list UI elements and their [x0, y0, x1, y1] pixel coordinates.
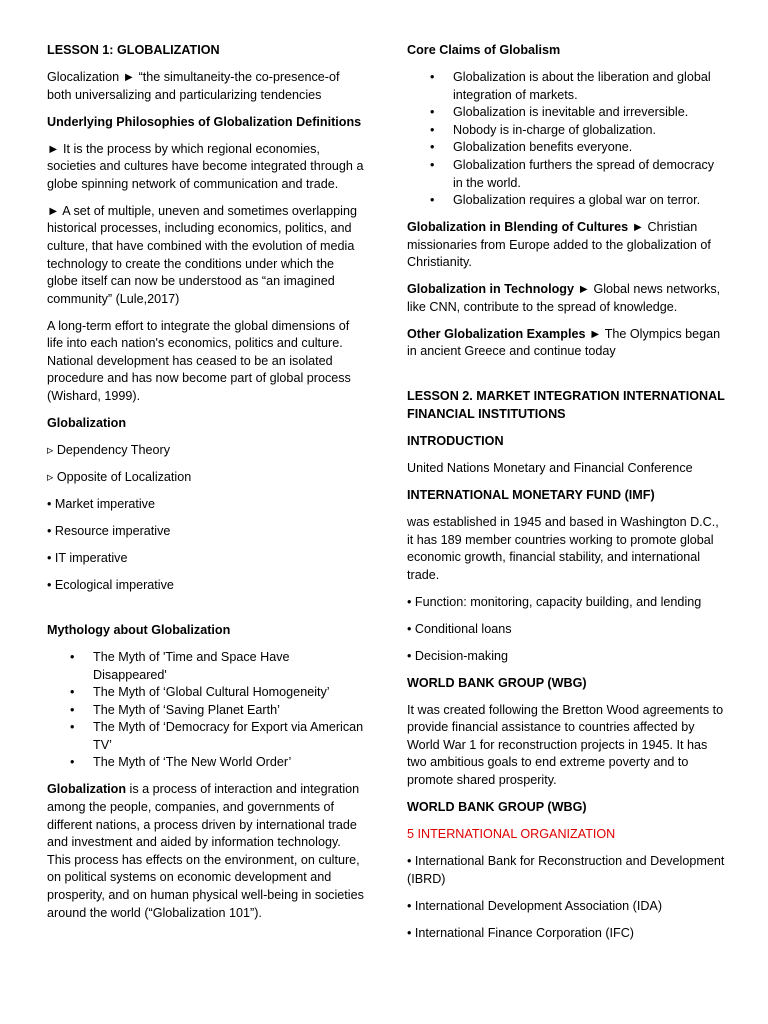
mythology-heading: Mythology about Globalization — [47, 622, 231, 637]
list-item: • Globalization is inevitable and irreversible. — [407, 104, 725, 122]
un-conference-text: United Nations Monetary and Financial Conference — [407, 461, 693, 476]
myth-list — [47, 649, 365, 772]
lesson2-title: LESSON 2. MARKET INTEGRATION INTERNATIONAL FINANCIAL INSTITUTIONS — [407, 389, 725, 422]
wbg-heading: WORLD BANK GROUP (WBG) — [407, 675, 587, 690]
globalization-item: • Market imperative — [47, 496, 155, 511]
definition-paragraph-1: ► It is the process by which regional economies, societies and cultures have become integrated through a globe spinning network of communication and trade. — [47, 141, 364, 191]
globalization-item: • IT imperative — [47, 550, 128, 565]
list-item: • Globalization is about the liberation and global integration of markets. — [407, 69, 725, 104]
other-examples-paragraph — [407, 326, 725, 361]
technology-text: ► Global news networks, like CNN, contribute to the spread of knowledge. — [407, 282, 721, 314]
other-examples-text: ► The Olympics began in ancient Greece and continue today — [407, 326, 721, 359]
technology-term: Globalization in Technology — [407, 282, 574, 297]
technology-paragraph — [407, 281, 725, 316]
lesson1-title: LESSON 1: GLOBALIZATION — [47, 43, 220, 57]
globalization-item: • Resource imperative — [47, 523, 171, 538]
list-item: • Globalization furthers the spread of democracy in the world. — [407, 157, 725, 192]
list-item: • The Myth of ‘Global Cultural Homogeneity’ — [47, 684, 365, 702]
imf-item: • Conditional loans — [407, 621, 512, 636]
blending-cultures-term: Globalization in Blending of Cultures — [407, 220, 629, 235]
organization-item: • International Bank for Reconstruction and Development (IBRD) — [407, 854, 725, 886]
globalization-definition-text: is a process of interaction and integration among the people, companies, and governments of different nations, a process driven by international trade and investment and aided by information technology. This process has effects on the environment, on culture, on political systems on economic development and prosperity, and on human physical well-being in societies around the world (“Globalization 101”). — [47, 782, 364, 920]
imf-item: • Function: monitoring, capacity building, and lending — [407, 594, 702, 609]
list-item: • The Myth of 'Time and Space Have Disappeared' — [47, 649, 365, 684]
list-item: • Nobody is in-charge of globalization. — [407, 122, 725, 140]
blending-cultures-paragraph — [407, 219, 725, 272]
core-claims-list — [407, 69, 725, 210]
globalization-heading: Globalization — [47, 416, 127, 431]
spacer — [407, 370, 725, 388]
wbg-heading-2: WORLD BANK GROUP (WBG) — [407, 800, 587, 815]
five-organizations-heading: 5 INTERNATIONAL ORGANIZATION — [407, 827, 616, 842]
imf-item: • Decision-making — [407, 648, 508, 663]
list-item: • The Myth of ‘Saving Planet Earth’ — [47, 702, 365, 720]
organization-item: • International Development Association (IDA) — [407, 898, 663, 913]
underlying-philosophies-heading: Underlying Philosophies of Globalization Definitions — [47, 114, 362, 129]
right-column — [407, 42, 725, 952]
globalization-item: ▹ Opposite of Localization — [47, 470, 192, 484]
long-term-effort-paragraph: A long-term effort to integrate the global dimensions of life into each nation's economics, politics and culture. National development has ceased to be an isolated procedure and has now become part of global process (Wishard, 1999). — [47, 318, 351, 404]
left-column — [47, 42, 365, 932]
list-item: • The Myth of ‘Democracy for Export via American TV’ — [47, 719, 365, 754]
imf-heading: INTERNATIONAL MONETARY FUND (IMF) — [407, 488, 655, 502]
spacer — [47, 604, 365, 622]
globalization-definition-paragraph — [47, 781, 365, 922]
definition-paragraph-2: ► A set of multiple, uneven and sometimes overlapping historical processes, including economics, politics, and culture, that have combined with the evolution of media technology to create the conditions under which the globe itself can now be understood as “an imagined community” (Lule,2017) — [47, 203, 357, 306]
glocalization-paragraph: Glocalization ► “the simultaneity-the co-presence-of both universalizing and particularizing tendencies — [47, 69, 340, 102]
globalization-item: • Ecological imperative — [47, 577, 174, 592]
list-item: • Globalization benefits everyone. — [407, 139, 725, 157]
imf-paragraph: was established in 1945 and based in Washington D.C., it has 189 member countries working to promote global economic growth, financial stability, and international trade. — [407, 514, 719, 582]
organization-item: • International Finance Corporation (IFC) — [407, 925, 635, 940]
list-item: • The Myth of ‘The New World Order’ — [47, 754, 365, 772]
blending-cultures-text: ► Christian missionaries from Europe added to the globalization of Christianity. — [407, 220, 711, 270]
wbg-paragraph: It was created following the Bretton Wood agreements to provide financial assistance to countries affected by World War 1 for reconstruction projects in 1945. It has two ambitious goals to end extreme poverty and to promote shared prosperity. — [407, 702, 724, 788]
core-claims-heading: Core Claims of Globalism — [407, 43, 561, 57]
list-item: • Globalization requires a global war on terror. — [407, 192, 725, 210]
globalization-term: Globalization — [47, 782, 127, 797]
other-examples-term: Other Globalization Examples — [407, 326, 586, 341]
introduction-heading: INTRODUCTION — [407, 434, 504, 449]
globalization-item: ▹ Dependency Theory — [47, 443, 171, 458]
